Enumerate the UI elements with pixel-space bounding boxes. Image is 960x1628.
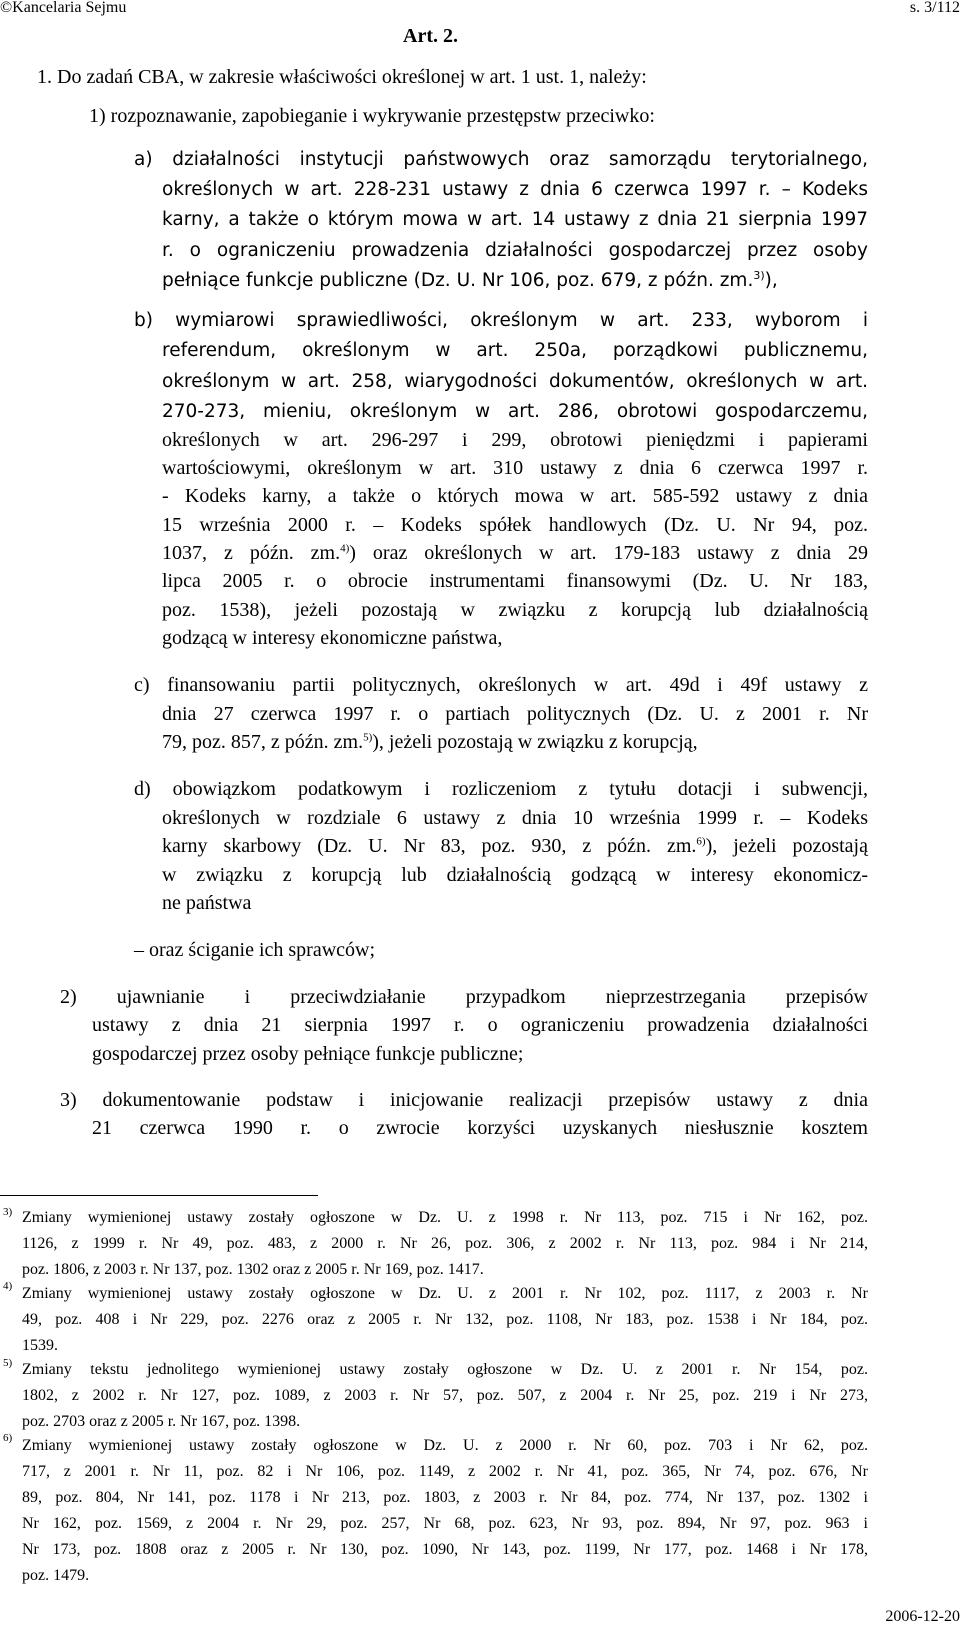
footnote-number: 4) bbox=[3, 1280, 13, 1292]
subitem-a-line: pełniące funkcje publiczne (Dz. U. Nr 106, poz. 679, z późn. zm.$^{3)}$), bbox=[162, 268, 778, 291]
article-title: Art. 2. bbox=[403, 25, 458, 47]
subitem-b-line: 15 września 2000 r. – Kodeks spółek handlowych (Dz. U. Nr 94, poz. bbox=[162, 514, 868, 536]
item-2-line: gospodarczej przez osoby pełniące funkcje publiczne; bbox=[92, 1043, 524, 1065]
subitem-b-line: b) wymiarowi sprawiedliwości, określonym w art. 233, wyborom i bbox=[134, 310, 868, 331]
paragraph-1-intro: 1. Do zadań CBA, w zakresie właściwości określonej w art. 1 ust. 1, należy: bbox=[37, 66, 647, 88]
subitem-b-line: godzącą w interesy ekonomiczne państwa, bbox=[162, 627, 503, 649]
footnote-number: 6) bbox=[3, 1432, 13, 1444]
footnote-line: Nr 162, poz. 1569, z 2004 r. Nr 29, poz. 257, Nr 68, poz. 623, Nr 93, poz. 894, Nr 97, poz. 963 i bbox=[22, 1515, 868, 1532]
subitem-b-line: wartościowymi, określonym w art. 310 ustawy z dnia 6 czerwca 1997 r. bbox=[162, 457, 868, 479]
subitem-c-line: c) finansowaniu partii politycznych, określonych w art. 49d i 49f ustawy z bbox=[134, 674, 868, 696]
footnote-line: Zmiany tekstu jednolitego wymienionej ustawy zostały ogłoszone w Dz. U. z 2001 r. Nr 154, poz. bbox=[22, 1361, 868, 1378]
subitem-d-line: w związku z korupcją lub działalnością godzącą w interesy ekonomicz- bbox=[162, 864, 868, 886]
subitem-b-line: - Kodeks karny, a także o których mowa w art. 585-592 ustawy z dnia bbox=[162, 485, 868, 507]
item-2-line: ustawy z dnia 21 sierpnia 1997 r. o ograniczeniu prowadzenia działalności bbox=[92, 1014, 868, 1036]
footnote-ref: 3) bbox=[753, 268, 765, 282]
subitem-a-line: karny, a także o którym mowa w art. 14 ustawy z dnia 21 sierpnia 1997 bbox=[162, 209, 868, 230]
subitem-b-line: określonych w art. 296-297 i 299, obrotowi pieniędzmi i papierami bbox=[162, 429, 868, 451]
footnote-line: poz. 1806, z 2003 r. Nr 137, poz. 1302 oraz z 2005 r. Nr 169, poz. 1417. bbox=[22, 1261, 484, 1278]
footnote-ref: 6) bbox=[696, 835, 706, 848]
footnote-line: 1802, z 2002 r. Nr 127, poz. 1089, z 2003 r. Nr 57, poz. 507, z 2004 r. Nr 25, poz. 219 i Nr 273, bbox=[22, 1387, 868, 1404]
subitem-a-line: r. o ograniczeniu prowadzenia działalności gospodarczej przez osoby bbox=[162, 240, 868, 261]
subitem-c-line: dnia 27 czerwca 1997 r. o partiach politycznych (Dz. U. z 2001 r. Nr bbox=[162, 703, 868, 725]
footnote-line: 1539. bbox=[22, 1337, 58, 1354]
footnote-line: poz. 1479. bbox=[22, 1567, 90, 1584]
footnote-number: 3) bbox=[3, 1206, 13, 1218]
footnote-ref: 4) bbox=[340, 542, 350, 555]
item-3-line: 21 czerwca 1990 r. o zwrocie korzyści uzyskanych niesłusznie kosztem bbox=[92, 1117, 868, 1139]
item-1-closing: – oraz ściganie ich sprawców; bbox=[134, 939, 376, 961]
footnote-line: 717, z 2001 r. Nr 11, poz. 82 i Nr 106, poz. 1149, z 2002 r. Nr 41, poz. 365, Nr 74, poz. 676, Nr bbox=[22, 1463, 868, 1480]
subitem-d-line: karny skarbowy (Dz. U. Nr 83, poz. 930, z późn. zm.$^{6)}$), jeżeli pozostają bbox=[162, 835, 868, 857]
header-publisher: ©Kancelaria Sejmu bbox=[0, 0, 127, 16]
item-2-line: 2) ujawnianie i przeciwdziałanie przypadkom nieprzestrzegania przepisów bbox=[60, 986, 868, 1008]
footnote-line: poz. 2703 oraz z 2005 r. Nr 167, poz. 1398. bbox=[22, 1413, 301, 1430]
subitem-d-line: określonych w rozdziale 6 ustawy z dnia 10 września 1999 r. – Kodeks bbox=[162, 807, 868, 829]
subitem-a-line: określonych w art. 228-231 ustawy z dnia 6 czerwca 1997 r. – Kodeks bbox=[162, 179, 868, 200]
footer-date: 2006-12-20 bbox=[885, 1608, 960, 1625]
subitem-b-line: poz. 1538), jeżeli pozostają w związku z korupcją lub działalnością bbox=[162, 599, 868, 621]
subitem-b-line: 270-273, mieniu, określonym w art. 286, obrotowi gospodarczemu, bbox=[162, 401, 868, 422]
subitem-d-line: ne państwa bbox=[162, 892, 252, 914]
footnote-line: Zmiany wymienionej ustawy zostały ogłoszone w Dz. U. z 1998 r. Nr 113, poz. 715 i Nr 162, poz. bbox=[22, 1209, 868, 1226]
subitem-b-line: lipca 2005 r. o obrocie instrumentami finansowymi (Dz. U. Nr 183, bbox=[162, 570, 868, 592]
subitem-b-line: 1037, z późn. zm.$^{4)}$) oraz określonych w art. 179-183 ustawy z dnia 29 bbox=[162, 542, 869, 564]
footnote-line: 1126, z 1999 r. Nr 49, poz. 483, z 2000 r. Nr 26, poz. 306, z 2002 r. Nr 113, poz. 984 i Nr 214, bbox=[22, 1235, 868, 1252]
footnote-ref: 5) bbox=[363, 731, 373, 744]
footnote-line: 49, poz. 408 i Nr 229, poz. 2276 oraz z 2005 r. Nr 132, poz. 1108, Nr 183, poz. 1538 i Nr 184, poz. bbox=[22, 1311, 868, 1328]
subitem-a-line: a) działalności instytucji państwowych oraz samorządu terytorialnego, bbox=[134, 149, 868, 170]
footnote-line: Zmiany wymienionej ustawy zostały ogłoszone w Dz. U. z 2001 r. Nr 102, poz. 1117, z 2003 r. Nr bbox=[22, 1285, 868, 1302]
item-1: 1) rozpoznawanie, zapobieganie i wykrywanie przestępstw przeciwko: bbox=[89, 105, 655, 127]
footnote-number: 5) bbox=[3, 1357, 13, 1369]
footnote-line: 89, poz. 804, Nr 141, poz. 1178 i Nr 213, poz. 1803, z 2003 r. Nr 84, poz. 774, Nr 137, poz. 1302 i bbox=[22, 1489, 868, 1506]
footnote-line: Zmiany wymienionej ustawy zostały ogłoszone w Dz. U. z 2000 r. Nr 60, poz. 703 i Nr 62, poz. bbox=[22, 1437, 868, 1454]
subitem-c-line: 79, poz. 857, z późn. zm.$^{5)}$), jeżeli pozostają w związku z korupcją, bbox=[162, 731, 698, 753]
subitem-b-line: określonym w art. 258, wiarygodności dokumentów, określonych w art. bbox=[162, 371, 868, 392]
subitem-b-line: referendum, określonym w art. 250a, porządkowi publicznemu, bbox=[162, 340, 868, 361]
footnote-line: Nr 173, poz. 1808 oraz z 2005 r. Nr 130, poz. 1090, Nr 143, poz. 1199, Nr 177, poz. 1468 i Nr 178, bbox=[22, 1541, 868, 1558]
subitem-d-line: d) obowiązkom podatkowym i rozliczeniom z tytułu dotacji i subwencji, bbox=[134, 778, 868, 800]
header-page-number: s. 3/112 bbox=[909, 0, 960, 16]
footnote-divider bbox=[0, 1195, 318, 1196]
item-3-line: 3) dokumentowanie podstaw i inicjowanie realizacji przepisów ustawy z dnia bbox=[60, 1089, 868, 1111]
